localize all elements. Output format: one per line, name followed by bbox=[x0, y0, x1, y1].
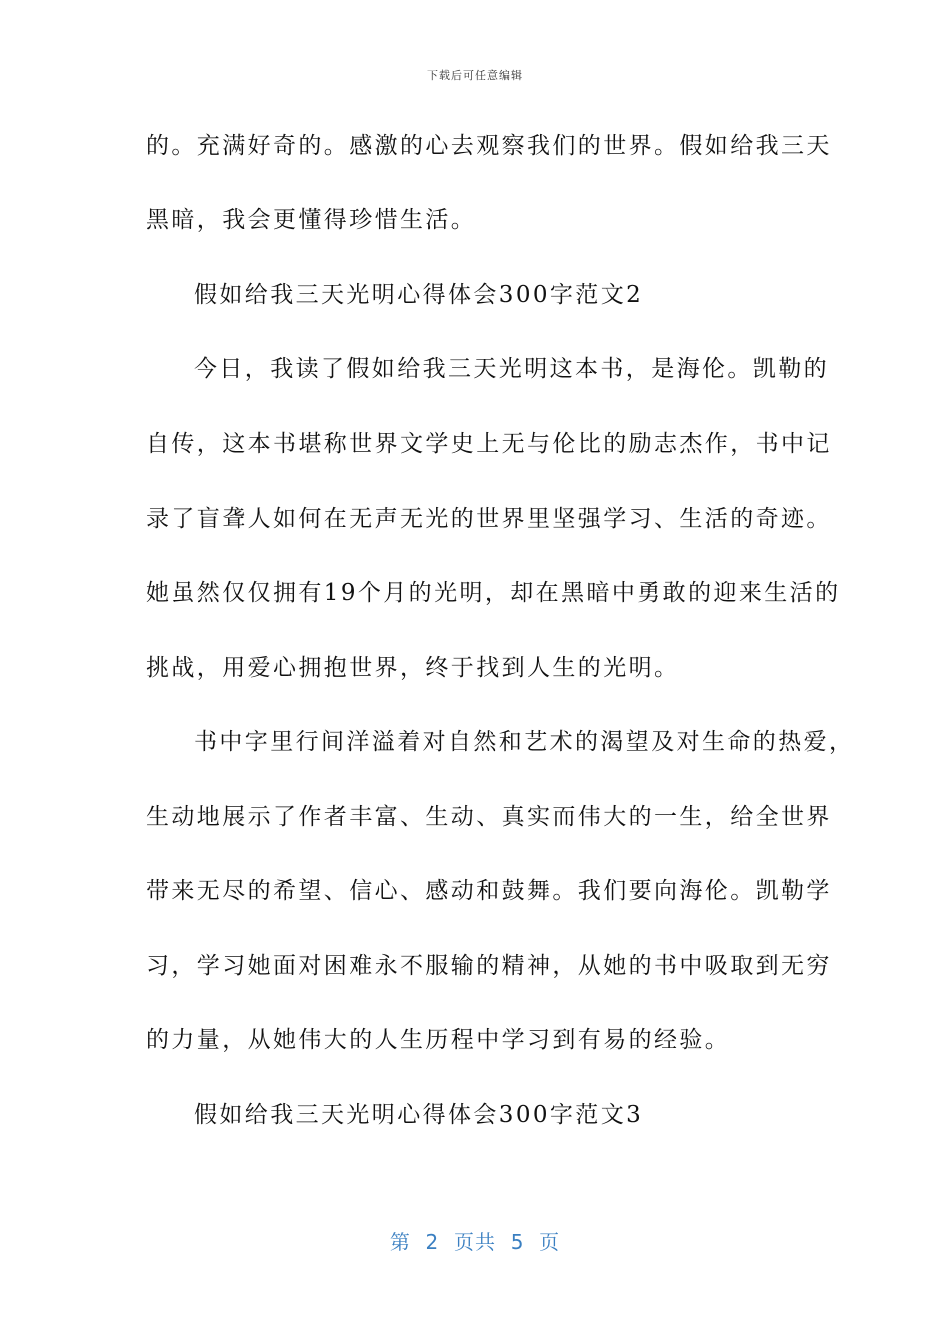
body-line: 带来无尽的希望、信心、感动和鼓舞。我们要向海伦。凯勒学 bbox=[146, 878, 832, 904]
body-line: 的。充满好奇的。感激的心去观察我们的世界。假如给我三天 bbox=[146, 133, 832, 159]
paragraph-first-line: 今日，我读了假如给我三天光明这本书，是海伦。凯勒的 bbox=[194, 356, 829, 382]
body-line: 录了盲聋人如何在无声无光的世界里坚强学习、生活的奇迹。 bbox=[146, 506, 832, 532]
section-heading: 假如给我三天光明心得体会300字范文3 bbox=[194, 1102, 644, 1128]
body-line: 生动地展示了作者丰富、生动、真实而伟大的一生，给全世界 bbox=[146, 804, 832, 830]
body-line: 的力量，从她伟大的人生历程中学习到有易的经验。 bbox=[146, 1027, 731, 1053]
body-line: 黑暗，我会更懂得珍惜生活。 bbox=[146, 207, 477, 233]
section-heading: 假如给我三天光明心得体会300字范文2 bbox=[194, 282, 644, 308]
paragraph-first-line: 书中字里行间洋溢着对自然和艺术的渴望及对生命的热爱， bbox=[194, 729, 855, 755]
page-number: 第 2 页共 5 页 bbox=[389, 1230, 561, 1254]
body-line: 她虽然仅仅拥有19个月的光明，却在黑暗中勇敢的迎来生活的 bbox=[146, 580, 841, 606]
header-note: 下载后可任意编辑 bbox=[427, 69, 523, 82]
body-line: 挑战，用爱心拥抱世界，终于找到人生的光明。 bbox=[146, 655, 680, 681]
body-line: 自传，这本书堪称世界文学史上无与伦比的励志杰作，书中记 bbox=[146, 431, 832, 457]
body-line: 习，学习她面对困难永不服输的精神，从她的书中吸取到无穷 bbox=[146, 953, 832, 979]
